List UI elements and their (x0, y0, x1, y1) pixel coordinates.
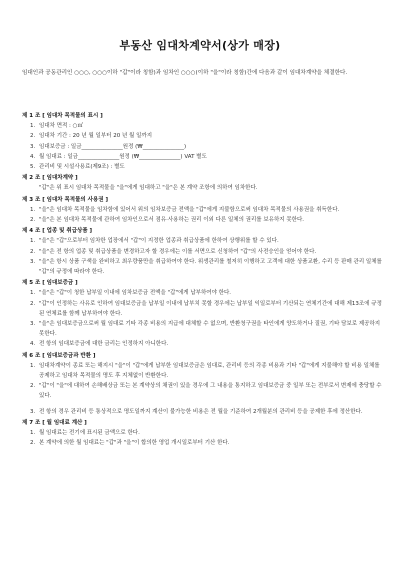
article-clause (22, 131, 382, 141)
clause-text: 관리비 및 시설사용료(제9조) : 별도 (39, 164, 125, 171)
article-title: 제 6 조 [ 임대보증금과 반환 ] (22, 352, 96, 359)
article-clause (22, 121, 382, 131)
clause-number: 1. (30, 123, 36, 130)
article-clause (22, 407, 382, 417)
article-title: 제 4 조 [ 업종 및 취급상품 ] (22, 228, 93, 235)
article-clause (22, 205, 382, 215)
article-clause (22, 215, 382, 225)
article-clause (22, 162, 382, 172)
clause-number: 4. (30, 341, 36, 348)
article-clause (22, 247, 382, 257)
clause-text: "을"은 "갑"이 청한 납부일 이내에 임차보증금 전액을 "갑"에게 납부하여야 한다. (39, 290, 232, 297)
article-section (22, 278, 382, 349)
clause-number: 1. (30, 238, 36, 245)
clause-number: 1. (30, 362, 36, 369)
article-section (22, 226, 382, 277)
clause-number: 1. (30, 206, 36, 213)
article-section (22, 173, 382, 193)
clause-number: 3. (30, 258, 36, 265)
document-title: 부동산 임대차계약서(상가 매장) (119, 39, 281, 52)
clause-text: 임대차 면적 : ○㎡ (39, 123, 83, 130)
clause-text: 본 계약에 의한 월 임대료는 "갑"과 "을"이 합의한 영업 개시일로부터 기산 한다. (39, 440, 230, 447)
clause-text: "을"은 항시 상품 구색을 완비하고 최우량품만을 취급하여야 한다. 위생관리를 철저히 이행하고 고객에 대한 상품교환, 수리 등 판매 관리 일체를 "갑"의 규정에 따라야 한다. (39, 258, 382, 276)
clause-number: 2. (30, 133, 36, 140)
clause-number: 2. (30, 217, 36, 224)
clause-number: 3. (30, 321, 36, 328)
article-title: 제 1 조 [ 임대차 목적물의 표시 ] (22, 113, 103, 119)
article-clause (22, 142, 382, 152)
clause-text: 임대차 기간 : 20 년 월 일부터 20 년 월 일까지 (39, 133, 153, 140)
clause-text: "갑"이 "을"에 대하여 손해배상금 또는 본 계약상의 채권이 있을 경우에 그 내용을 통지하고 임대보증금 중 일부 또는 전부로서 변제에 충당할 수 있다. (39, 383, 382, 400)
article-title: 제 2 조 [ 임대차계약 ] (22, 175, 78, 182)
clause-number: 2. (30, 440, 36, 447)
clause-text: 전 항의 경우 관리비 등 통상적으로 명도일까지 계산이 불가능한 비용은 전 월을 기준하여 2개월분의 관리비 등을 공제한 후에 정산한다. (39, 408, 363, 415)
clause-text: "을"은 임대차 목적물을 임차함에 있어서 위의 임차보증금 전액을 "갑"에게 지불함으로써 임대차 목적물의 사용권을 취득한다. (39, 206, 340, 213)
article-clause (22, 361, 382, 381)
clause-number: 5. (30, 164, 36, 171)
clause-number: 1. (30, 290, 36, 297)
clause-text: "을"은 "갑"으로부터 임차한 업장에서 "갑"이 지정한 업종과 취급상품에 한하여 상행위를 할 수 있다. (39, 238, 279, 245)
clause-text: 월 임대료 : 일금_______________원정 (₩_______________) VAT 별도 (39, 153, 207, 160)
clause-text: 임대차계약이 종료 또는 해지시 "을"이 "갑"에게 납부한 임대보증금은 임대료, 관리비 등의 각종 비용과 기타 "갑"에게 지불해야 할 비용 일체를 공제하고 임대차 목적물의 명도 후 지체없이 반환한다. (39, 362, 380, 380)
article-section (22, 195, 382, 226)
article-clause (22, 257, 382, 277)
clause-number: 2. (30, 300, 36, 307)
clause-text: 전 항의 임대보증금에 대한 금리는 인정하지 아니한다. (39, 341, 169, 348)
clause-number (30, 183, 39, 193)
intro-paragraph: 임대인과 공동관리인 ○○○, ○○○이하 "갑"이라 칭함)과 임차인 ○○○(이하 "을"이라 칭함)간에 다음과 같이 임대차계약을 체결한다. (22, 70, 348, 76)
article-clause (22, 183, 382, 193)
article-title: 제 7 조 [ 월 임대료 계산 ] (22, 419, 87, 426)
article-clause (22, 438, 382, 448)
article-clause (22, 339, 382, 349)
clause-number: 2. (30, 248, 36, 255)
clause-text: "갑"이 인정하는 사유로 인하여 임대보증금을 납부일 이내에 납부치 못할 경우에는 납부일 익일로부터 기산되는 연체기간에 대해 제13조에 규정된 연체료를 함께 납부하여야 한다. (39, 300, 382, 317)
clause-text: "을"은 전 항의 업종 및 취급상품을 변경하고자 할 경우에는 이를 서면으로 신청하여 "갑"의 사전승인을 얻어야 한다. (39, 248, 317, 255)
article-section (22, 351, 382, 417)
article-clause (22, 236, 382, 246)
article-clause (22, 319, 382, 339)
article-clause (22, 299, 382, 319)
article-clause (22, 428, 382, 438)
article-title: 제 3 조 [ 임대차 목적물의 사용권 ] (22, 196, 109, 203)
clause-number: 3. (30, 143, 36, 150)
clause-number: 3. (30, 408, 36, 415)
clause-text: "을"은 임대보증금으로써 월 임대료 기타 각종 비용의 지급에 대체할 수 없으며, 반환청구권을 타인에게 양도하거나 질권, 기타 담보로 제공하지 못한다. (39, 321, 381, 338)
article-section (22, 418, 382, 449)
clause-text: "을"은 본 임대차 목적물에 관하여 임차인으로서 점유·사용하는 권리 이외 다른 일체의 권리를 보유하지 못한다. (39, 217, 305, 224)
clause-text: "갑"은 위 표시 임대차 목적물을 "을"에게 임대하고 "을"은 본 계약 조항에 의하여 임차한다. (39, 185, 258, 192)
article-clause (22, 152, 382, 162)
clause-number: 1. (30, 430, 36, 437)
article-title: 제 5 조 [ 임대보증금 ] (22, 280, 78, 287)
article-clause (22, 381, 382, 401)
article-clause (22, 288, 382, 298)
clause-number: 2. (30, 383, 36, 390)
articles-container (22, 110, 382, 449)
clause-text: 월 임대료는 전기에 표시된 금액으로 한다. (39, 430, 140, 437)
article-section (22, 111, 382, 172)
clause-text: 임대보증금 : 일금_______________원정 (₩_______________) (39, 143, 187, 150)
clause-number: 4. (30, 153, 36, 160)
